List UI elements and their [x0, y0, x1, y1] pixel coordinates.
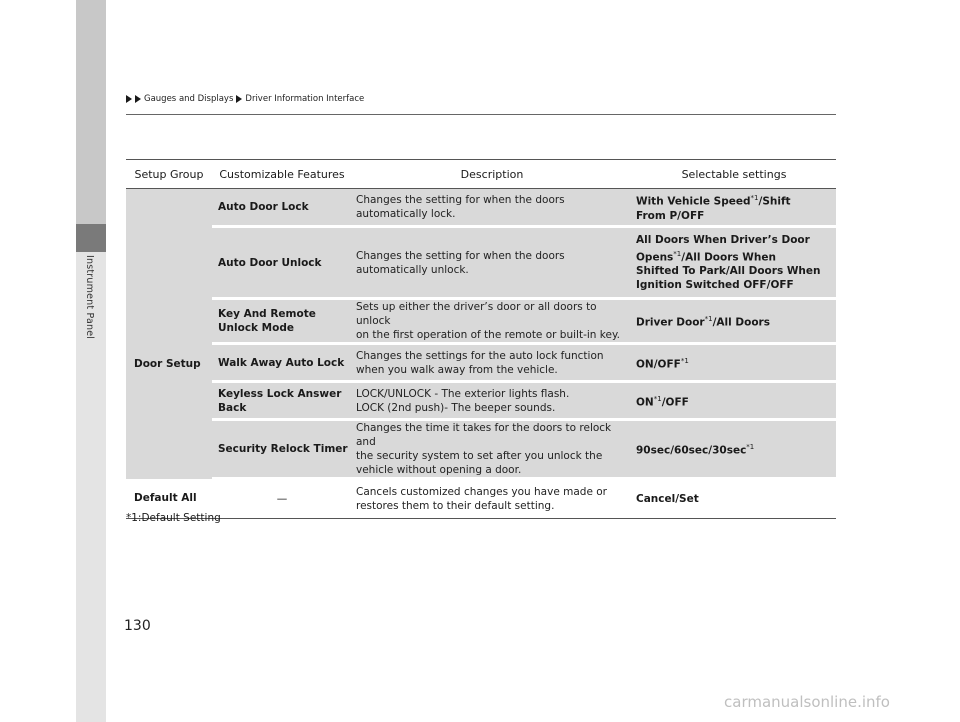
- table-header-row: [126, 160, 836, 189]
- table-row: [126, 344, 836, 382]
- header-selectable: Selectable settings: [632, 160, 836, 189]
- footnote: *1:Default Setting: [126, 512, 221, 524]
- description-cell: Changes the setting for when the doors automatically unlock.: [352, 227, 632, 299]
- selectable-cell: Driver Door$^{*1}$/All Doors: [632, 299, 836, 344]
- selectable-cell: ON/OFF$^{*1}$: [632, 344, 836, 382]
- feature-cell: —: [212, 479, 352, 519]
- feature-cell: Walk Away Auto Lock: [212, 344, 352, 382]
- feature-cell: Auto Door Unlock: [212, 227, 352, 299]
- triangle-icon: [135, 95, 141, 103]
- description-cell: Changes the time it takes for the doors to relock and the security system to set after you unlock the vehicle without opening a door.: [352, 420, 632, 479]
- breadcrumb-item[interactable]: Driver Information Interface: [245, 94, 365, 104]
- description-cell: LOCK/UNLOCK - The exterior lights flash. LOCK (2nd push)- The beeper sounds.: [352, 382, 632, 420]
- breadcrumb: [126, 94, 364, 104]
- table-row: [126, 189, 836, 227]
- side-tab-marker: [76, 224, 106, 252]
- triangle-icon: [236, 95, 242, 103]
- table-row: [126, 227, 836, 299]
- group-door-setup: Door Setup: [126, 189, 212, 479]
- selectable-cell: All Doors When Driver’s Door Opens$^{*1}$/All Doors When Shifted To Park/All Doors When Ignition Switched OFF/OFF: [632, 227, 836, 299]
- selectable-cell: With Vehicle Speed$^{*1}$/Shift From P/OFF: [632, 189, 836, 227]
- selectable-cell: ON$^{*1}$/OFF: [632, 382, 836, 420]
- header-setup-group: Setup Group: [126, 160, 212, 189]
- table-row: [126, 420, 836, 479]
- selectable-cell: $90\sec/60\sec/30\sec^{*1}$: [632, 420, 836, 479]
- section-label: Instrument Panel: [84, 255, 95, 340]
- feature-cell: Keyless Lock Answer Back: [212, 382, 352, 420]
- header-description: Description: [352, 160, 632, 189]
- feature-cell: Auto Door Lock: [212, 189, 352, 227]
- feature-cell: Security Relock Timer: [212, 420, 352, 479]
- description-cell: Changes the setting for when the doors automatically lock.: [352, 189, 632, 227]
- header-rule: [126, 114, 836, 115]
- triangle-icon: [126, 95, 132, 103]
- header-features: Customizable Features: [212, 160, 352, 189]
- side-tab-top: [76, 0, 106, 224]
- page-number: 130: [124, 618, 151, 634]
- description-cell: Cancels customized changes you have made or restores them to their default setting.: [352, 479, 632, 519]
- description-cell: Changes the settings for the auto lock function when you walk away from the vehicle.: [352, 344, 632, 382]
- table-row: [126, 382, 836, 420]
- selectable-cell: Cancel/Set: [632, 479, 836, 519]
- description-cell: Sets up either the driver’s door or all doors to unlock on the first operation of the remote or built-in key.: [352, 299, 632, 344]
- table-row: [126, 479, 836, 519]
- group-default-all: Default All: [126, 479, 212, 519]
- feature-cell: Key And Remote Unlock Mode: [212, 299, 352, 344]
- table-row: [126, 299, 836, 344]
- watermark: carmanualsonline.info: [724, 693, 890, 711]
- breadcrumb-item[interactable]: Gauges and Displays: [144, 94, 234, 104]
- settings-table: [126, 159, 836, 519]
